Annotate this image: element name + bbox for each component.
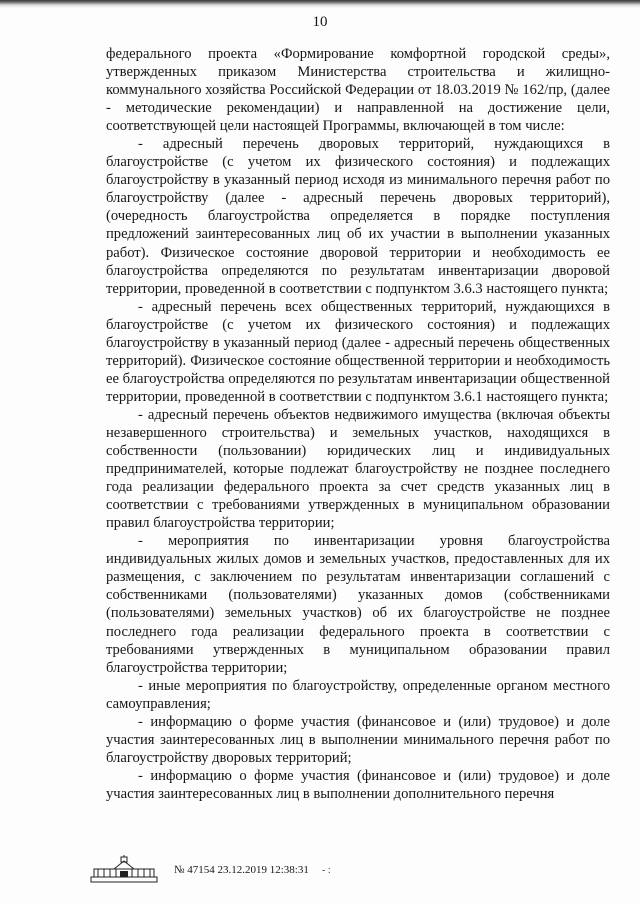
paragraph-participation-additional: - информацию о форме участия (финансовое и (или) трудовое) и доле участия заинтересованных лиц в выполнении дополнительного перечня [106,767,610,802]
paragraph-real-estate: - адресный перечень объектов недвижимого имущества (включая объекты незавершенного строительства) и земельных участков, находящихся в собственности (пользовании) юридических лиц и индивидуальных предпринимателей, которые подлежат благоустройству не позднее последнего года реализации федерального проекта за счет средств указанных лиц в соответствии с требованиями утвержденных в муниципальном образовании правил благоустройства территории; [106,406,610,532]
document-body [106,45,610,803]
paragraph-inventory-measures: - мероприятия по инвентаризации уровня благоустройства индивидуальных жилых домов и земельных участков, предоставленных для их размещения, с заключением по результатам инвентаризации соглашений с собственниками (пользователями) указанных домов (собственниками (пользователями) земельных участков) об их благоустройстве не позднее последнего года реализации федерального проекта в соответствии с требованиями утвержденных в муниципальном образовании правил благоустройства территории; [106,533,610,676]
paragraph-yard-territories: - адресный перечень дворовых территорий, нуждающихся в благоустройстве (с учетом их физического состояния) и подлежащих благоустройству в указанный период исходя из минимального перечня работ по благоустройству (далее - адресный перечень дворовых территорий), (очередность благоустройства определяется в порядке поступления предложений заинтересованных лиц об их участии в выполнении указанных работ). Физическое состояние дворовой территории и необходимость ее благоустройства определяются по результатам инвентаризации дворовой территории, проведенной в соответствии с подпунктом 3.6.3 настоящего пункта; [106,136,610,297]
document-footer [90,855,390,885]
building-logo-icon [90,855,158,883]
scan-top-edge [0,0,640,8]
page-number: 10 [312,14,328,30]
paragraph-participation-minimal: - информацию о форме участия (финансовое и (или) трудовое) и доле участия заинтересованных лиц в выполнении минимального перечня работ по благоустройству дворовых территорий; [106,713,610,766]
stamp-tail-mark: - : [322,865,331,876]
registration-stamp: № 47154 23.12.2019 12:38:31 [174,864,309,876]
paragraph-public-territories: - адресный перечень всех общественных территорий, нуждающихся в благоустройстве (с учетом их физического состояния) и подлежащих благоустройству в указанный период (далее - адресный перечень общественных территорий). Физическое состояние общественной территории и необходимость ее благоустройства определяются по результатам инвентаризации общественной территории, проведенной в соответствии с подпунктом 3.6.1 настоящего пункта; [106,298,610,405]
paragraph-other-measures: - иные мероприятия по благоустройству, определенные органом местного самоуправления; [106,677,610,712]
paragraph-intro: федерального проекта «Формирование комфортной городской среды», утвержденных приказом Министерства строительства и жилищно-коммунального хозяйства Российской Федерации от 18.03.2019 № 162/пр, (далее - методические рекомендации) и направленной на достижение цели, соответствующей цели настоящей Программы, включающей в том числе: [106,46,610,135]
